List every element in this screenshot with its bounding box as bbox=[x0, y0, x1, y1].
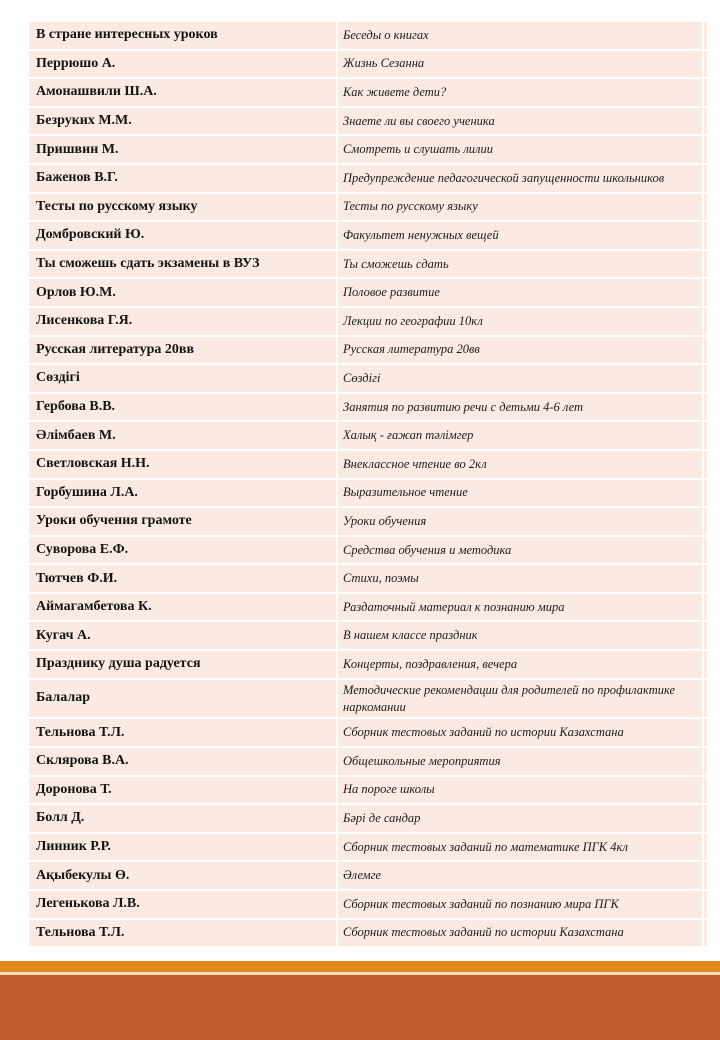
title-cell: Лекции по географии 10кл bbox=[338, 308, 704, 335]
title-cell: Сборник тестовых заданий по истории Казахстана bbox=[338, 719, 704, 746]
row-edge bbox=[704, 136, 707, 163]
title-cell: Методические рекомендации для родителей по профилактике наркомании bbox=[338, 680, 704, 718]
row-edge bbox=[704, 451, 707, 478]
footer-gold-bar bbox=[0, 961, 720, 972]
title-cell: Половое развитие bbox=[338, 279, 704, 306]
title-cell: Русская литература 20вв bbox=[338, 337, 704, 364]
table-row bbox=[29, 805, 707, 834]
author-cell: Орлов Ю.М. bbox=[29, 279, 338, 306]
author-cell: Тельнова Т.Л. bbox=[29, 719, 338, 746]
author-cell: Легенькова Л.В. bbox=[29, 891, 338, 918]
table-row bbox=[29, 194, 707, 223]
title-cell: В нашем классе праздник bbox=[338, 622, 704, 649]
row-edge bbox=[704, 108, 707, 135]
table-row bbox=[29, 308, 707, 337]
author-cell: Ақыбекулы Ө. bbox=[29, 862, 338, 889]
title-cell: Сборник тестовых заданий по математике ПГК 4кл bbox=[338, 834, 704, 861]
row-edge bbox=[704, 194, 707, 221]
table-row bbox=[29, 719, 707, 748]
author-cell: Пришвин М. bbox=[29, 136, 338, 163]
table-row bbox=[29, 777, 707, 806]
title-cell: Халық - ғажап тәлімгер bbox=[338, 422, 704, 449]
table-row bbox=[29, 251, 707, 280]
table-row bbox=[29, 680, 707, 720]
row-edge bbox=[704, 279, 707, 306]
title-cell: Әлемге bbox=[338, 862, 704, 889]
table-row bbox=[29, 451, 707, 480]
author-cell: Ты сможешь сдать экзамены в ВУЗ bbox=[29, 251, 338, 278]
author-cell: Безруких М.М. bbox=[29, 108, 338, 135]
title-cell: Раздаточный материал к познанию мира bbox=[338, 594, 704, 621]
title-cell: Жизнь Сезанна bbox=[338, 51, 704, 78]
author-cell: Русская литература 20вв bbox=[29, 337, 338, 364]
table-row bbox=[29, 480, 707, 509]
title-cell: Тесты по русскому языку bbox=[338, 194, 704, 221]
title-cell: Концерты, поздравления, вечера bbox=[338, 651, 704, 678]
title-cell: Средства обучения и методика bbox=[338, 537, 704, 564]
row-edge bbox=[704, 862, 707, 889]
table-row bbox=[29, 337, 707, 366]
author-cell: Склярова В.А. bbox=[29, 748, 338, 775]
author-cell: Перрюшо А. bbox=[29, 51, 338, 78]
table-row bbox=[29, 862, 707, 891]
author-cell: Суворова Е.Ф. bbox=[29, 537, 338, 564]
author-cell: Уроки обучения грамоте bbox=[29, 508, 338, 535]
table-row bbox=[29, 51, 707, 80]
row-edge bbox=[704, 537, 707, 564]
title-cell: Стихи, поэмы bbox=[338, 565, 704, 592]
table-row bbox=[29, 279, 707, 308]
row-edge bbox=[704, 165, 707, 192]
row-edge bbox=[704, 920, 707, 947]
table-row bbox=[29, 920, 707, 949]
table-row bbox=[29, 22, 707, 51]
table-row bbox=[29, 422, 707, 451]
table-row bbox=[29, 834, 707, 863]
row-edge bbox=[704, 251, 707, 278]
author-cell: В стране интересных уроков bbox=[29, 22, 338, 49]
title-cell: Выразительное чтение bbox=[338, 480, 704, 507]
table-row bbox=[29, 748, 707, 777]
table-row bbox=[29, 79, 707, 108]
table-row bbox=[29, 565, 707, 594]
row-edge bbox=[704, 594, 707, 621]
table-row bbox=[29, 136, 707, 165]
author-cell: Лисенкова Г.Я. bbox=[29, 308, 338, 335]
table-row bbox=[29, 651, 707, 680]
author-cell: Доронова Т. bbox=[29, 777, 338, 804]
title-cell: Сборник тестовых заданий по истории Казахстана bbox=[338, 920, 704, 947]
footer-rust-block bbox=[0, 975, 720, 1040]
row-edge bbox=[704, 719, 707, 746]
row-edge bbox=[704, 394, 707, 421]
title-cell: Общешкольные мероприятия bbox=[338, 748, 704, 775]
title-cell: Предупреждение педагогической запущенности школьников bbox=[338, 165, 704, 192]
author-cell: Тютчев Ф.И. bbox=[29, 565, 338, 592]
author-cell: Балалар bbox=[29, 680, 338, 718]
title-cell: Уроки обучения bbox=[338, 508, 704, 535]
table-row bbox=[29, 108, 707, 137]
title-cell: Ты сможешь сдать bbox=[338, 251, 704, 278]
author-cell: Сөздігі bbox=[29, 365, 338, 392]
table-row bbox=[29, 594, 707, 623]
title-cell: Факультет ненужных вещей bbox=[338, 222, 704, 249]
row-edge bbox=[704, 365, 707, 392]
author-cell: Празднику душа радуется bbox=[29, 651, 338, 678]
table-row bbox=[29, 622, 707, 651]
row-edge bbox=[704, 565, 707, 592]
table-row bbox=[29, 394, 707, 423]
row-edge bbox=[704, 337, 707, 364]
row-edge bbox=[704, 834, 707, 861]
author-cell: Баженов В.Г. bbox=[29, 165, 338, 192]
row-edge bbox=[704, 891, 707, 918]
author-cell: Болл Д. bbox=[29, 805, 338, 832]
row-edge bbox=[704, 622, 707, 649]
row-edge bbox=[704, 680, 707, 718]
row-edge bbox=[704, 508, 707, 535]
author-cell: Горбушина Л.А. bbox=[29, 480, 338, 507]
row-edge bbox=[704, 222, 707, 249]
row-edge bbox=[704, 22, 707, 49]
table-row bbox=[29, 365, 707, 394]
row-edge bbox=[704, 51, 707, 78]
table-row bbox=[29, 537, 707, 566]
author-cell: Әлімбаев М. bbox=[29, 422, 338, 449]
title-cell: Как живете дети? bbox=[338, 79, 704, 106]
library-table bbox=[29, 22, 707, 948]
author-cell: Аймагамбетова К. bbox=[29, 594, 338, 621]
row-edge bbox=[704, 422, 707, 449]
row-edge bbox=[704, 777, 707, 804]
row-edge bbox=[704, 79, 707, 106]
row-edge bbox=[704, 480, 707, 507]
row-edge bbox=[704, 651, 707, 678]
table-row bbox=[29, 508, 707, 537]
title-cell: Внеклассное чтение во 2кл bbox=[338, 451, 704, 478]
table-row bbox=[29, 891, 707, 920]
row-edge bbox=[704, 748, 707, 775]
table-row bbox=[29, 222, 707, 251]
author-cell: Светловская Н.Н. bbox=[29, 451, 338, 478]
title-cell: Сөздігі bbox=[338, 365, 704, 392]
title-cell: Беседы о книгах bbox=[338, 22, 704, 49]
row-edge bbox=[704, 308, 707, 335]
author-cell: Гербова В.В. bbox=[29, 394, 338, 421]
table-row bbox=[29, 165, 707, 194]
author-cell: Амонашвили Ш.А. bbox=[29, 79, 338, 106]
author-cell: Домбровский Ю. bbox=[29, 222, 338, 249]
title-cell: Знаете ли вы своего ученика bbox=[338, 108, 704, 135]
row-edge bbox=[704, 805, 707, 832]
author-cell: Тесты по русскому языку bbox=[29, 194, 338, 221]
author-cell: Линник Р.Р. bbox=[29, 834, 338, 861]
title-cell: Занятия по развитию речи с детьми 4-6 лет bbox=[338, 394, 704, 421]
title-cell: Смотреть и слушать лилии bbox=[338, 136, 704, 163]
author-cell: Кугач А. bbox=[29, 622, 338, 649]
author-cell: Тельнова Т.Л. bbox=[29, 920, 338, 947]
title-cell: На пороге школы bbox=[338, 777, 704, 804]
title-cell: Бәрі де сандар bbox=[338, 805, 704, 832]
title-cell: Сборник тестовых заданий по познанию мира ПГК bbox=[338, 891, 704, 918]
